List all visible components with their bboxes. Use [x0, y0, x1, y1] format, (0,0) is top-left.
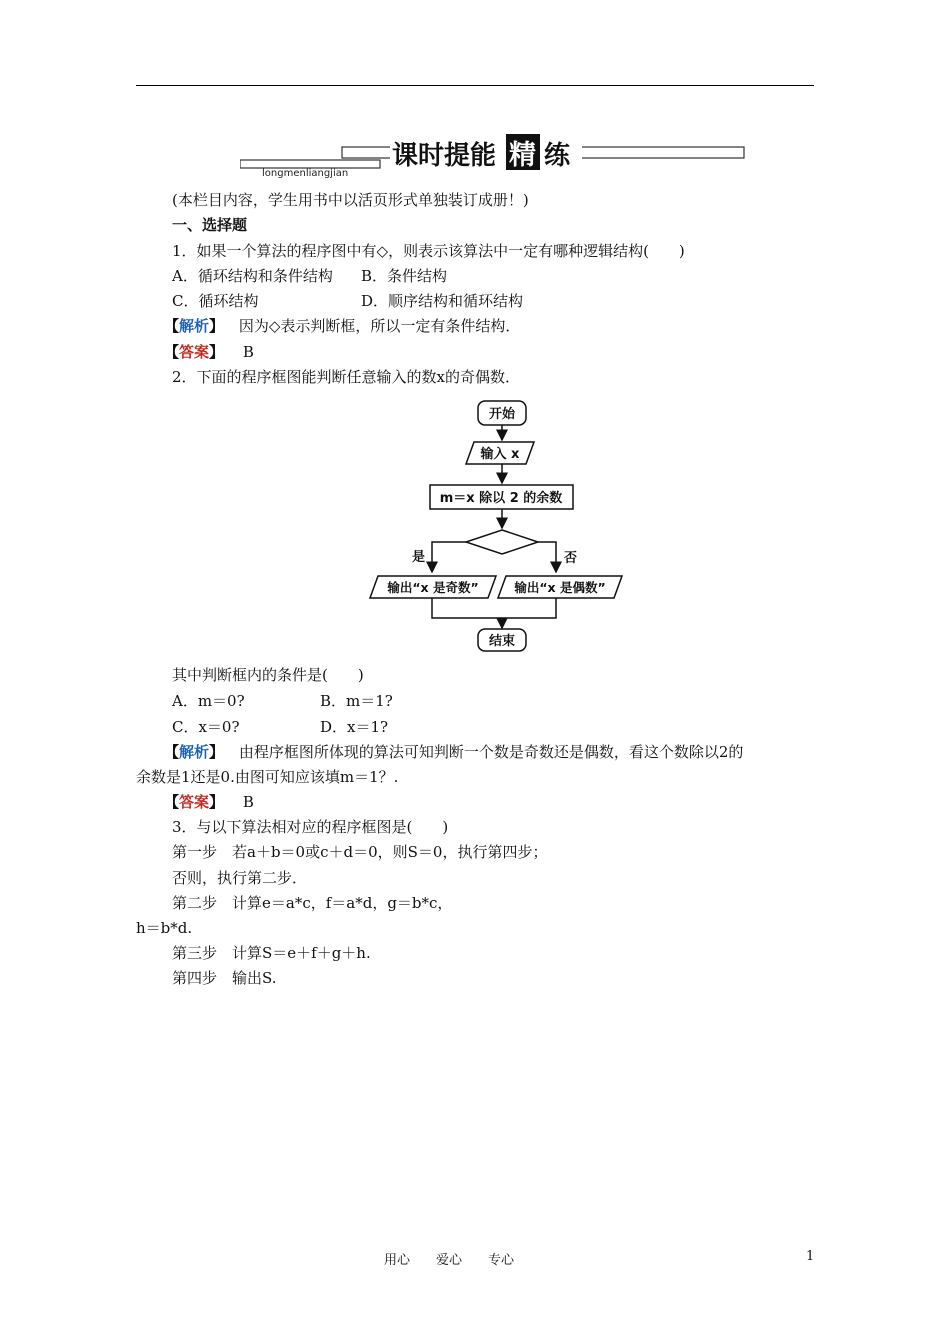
q3-step2-cont: h＝b*d. — [136, 919, 193, 937]
q2-analysis: 【解析】 由程序框图所体现的算法可知判断一个数是奇数还是偶数，看这个数除以2的 — [164, 743, 744, 761]
q2-prompt: 其中判断框内的条件是( ) — [172, 666, 364, 684]
q1-analysis: 【解析】 因为◇表示判断框，所以一定有条件结构． — [164, 317, 521, 335]
intro-note: (本栏目内容，学生用书中以活页形式单独装订成册！) — [172, 191, 529, 209]
q2-option-a: A．m＝0? — [172, 692, 245, 710]
q2-answer-label: 答案 — [179, 793, 210, 811]
q2-answer: 【答案】 B — [164, 793, 254, 811]
q3-step2: 第二步 计算e＝a*c，f＝a*d，g＝b*c， — [172, 894, 453, 912]
banner-title-b: 精 — [509, 140, 536, 171]
q2-option-d: D．x＝1? — [320, 718, 389, 736]
section-banner — [240, 134, 746, 178]
q2-analysis-text-1: 由程序框图所体现的算法可知判断一个数是奇数还是偶数，看这个数除以2的 — [238, 743, 744, 761]
q1-answer: 【答案】 B — [164, 343, 254, 361]
banner-title-a: 课时提能 — [392, 141, 497, 171]
q2-option-b: B．m＝1? — [320, 692, 393, 710]
flow-output-even-label: 输出“x 是偶数” — [514, 580, 606, 595]
flow-start-label: 开始 — [488, 407, 516, 422]
q3-stem: 3．与以下算法相对应的程序框图是( ) — [172, 818, 449, 836]
q1-option-b: B．条件结构 — [361, 267, 448, 285]
q3-step4: 第四步 输出S. — [172, 969, 277, 987]
q1-analysis-label: 解析 — [179, 317, 210, 335]
footer-motto: 用心 爱心 专心 — [384, 1253, 515, 1268]
header-rule — [136, 85, 814, 86]
q3-step1: 第一步 若a＋b＝0或c＋d＝0，则S＝0，执行第四步； — [172, 843, 548, 861]
q2-analysis-label: 解析 — [179, 743, 210, 761]
q1-option-a: A．循环结构和条件结构 — [172, 267, 333, 285]
flow-input-label: 输入 x — [480, 447, 520, 462]
flow-end-label: 结束 — [488, 634, 516, 649]
q2-stem: 2．下面的程序框图能判断任意输入的数x的奇偶数． — [172, 368, 521, 386]
flow-output-odd-label: 输出“x 是奇数” — [387, 580, 479, 595]
q2-option-c: C．x＝0? — [172, 718, 240, 736]
flow-no-label: 否 — [564, 551, 578, 566]
flow-yes-label: 是 — [412, 550, 426, 565]
q1-analysis-text: 因为◇表示判断框，所以一定有条件结构． — [238, 317, 521, 335]
q1-option-c: C．循环结构 — [172, 292, 259, 310]
q1-answer-label: 答案 — [179, 343, 210, 361]
q1-answer-value: B — [242, 343, 254, 361]
banner-subtitle: longmenliangjian — [262, 168, 349, 178]
q2-answer-value: B — [242, 793, 254, 811]
page-number: 1 — [806, 1249, 815, 1264]
q3-step1-else: 否则，执行第二步． — [172, 869, 308, 887]
flow-decision-box — [466, 530, 538, 554]
q2-analysis-text-2: 余数是1还是0.由图可知应该填m＝1？. — [136, 768, 399, 786]
q1-stem: 1．如果一个算法的程序图中有◇，则表示该算法中一定有哪种逻辑结构( ) — [172, 242, 685, 260]
section-heading: 一、选择题 — [172, 216, 248, 234]
q3-step3: 第三步 计算S＝e＋f＋g＋h. — [172, 944, 371, 962]
flowchart — [360, 398, 626, 654]
q1-option-d: D．顺序结构和循环结构 — [361, 292, 524, 310]
banner-title-c: 练 — [544, 141, 571, 171]
flow-process-label: m＝x 除以 2 的余数 — [439, 491, 563, 506]
